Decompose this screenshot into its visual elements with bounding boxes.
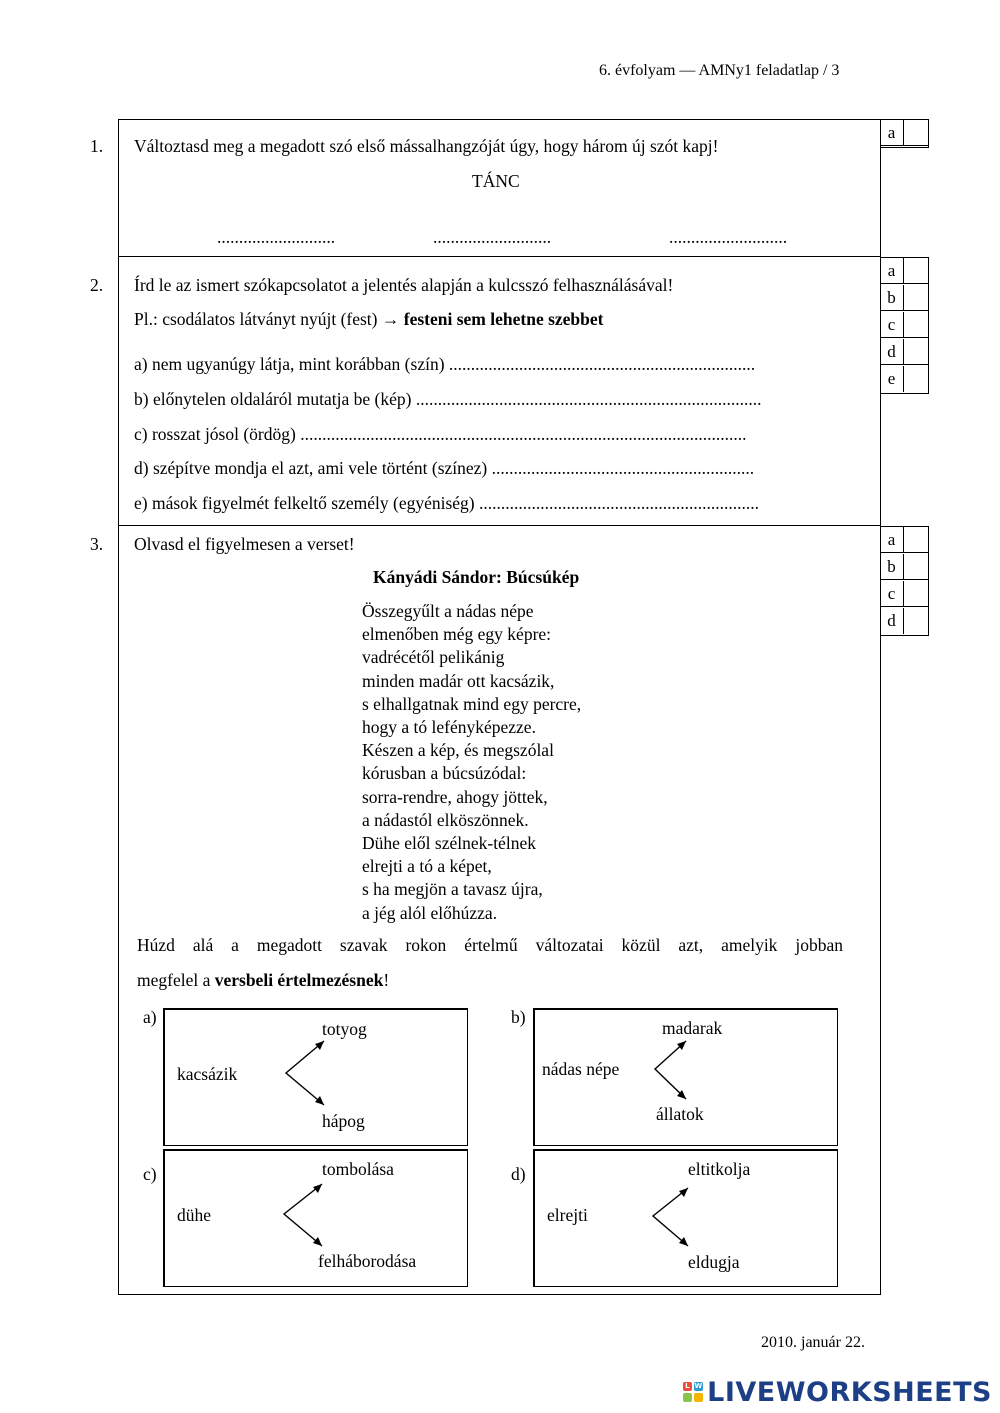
task2-item-c-text: c) rosszat jósol (ördög)	[134, 424, 296, 444]
choice-a-fork-arrows-icon	[282, 1037, 330, 1109]
task3-question-bold: versbeli értelmezésnek	[214, 970, 384, 990]
task3-score-field-a[interactable]	[904, 527, 928, 553]
task2-item-a	[134, 353, 755, 375]
task3-instruction: Olvasd el figyelmesen a verset!	[134, 534, 355, 554]
task2-item-e-text: e) mások figyelmét felkeltő személy (egyéniség)	[134, 493, 475, 513]
choice-a-word: kacsázik	[177, 1064, 238, 1084]
task2-instruction: Írd le az ismert szókapcsolatot a jelentés alapján a kulcsszó felhasználásával!	[134, 275, 674, 295]
choice-c-option-2[interactable]: felháborodása	[318, 1251, 417, 1271]
frame-bottom	[118, 1294, 880, 1295]
logo-mark-cell	[683, 1393, 692, 1402]
task1-blank-2[interactable]: ...........................	[433, 227, 552, 247]
choice-d-fork-arrows-icon	[649, 1184, 693, 1250]
poem-line: Összegyűlt a nádas népe	[362, 601, 534, 621]
page-header: 6. évfolyam — AMNy1 feladatlap / 3	[599, 62, 840, 79]
poem-line: elmenőben még egy képre:	[362, 624, 552, 645]
poem-line: s elhallgatnak mind egy percre,	[362, 693, 582, 714]
task2-score-field-e[interactable]	[904, 366, 928, 392]
task2-item-c-answer-field[interactable]: ......................................................................................................	[300, 424, 747, 444]
poem-line: minden madár ott kacsázik,	[362, 670, 555, 691]
choice-b-option-2[interactable]: állatok	[656, 1104, 704, 1124]
task3-question-suffix: !	[383, 970, 390, 990]
task2-score-label-a: a	[880, 258, 904, 284]
choice-c-fork-arrows-icon	[280, 1180, 328, 1250]
choice-c-label: c)	[143, 1164, 157, 1184]
poem-body	[362, 600, 581, 925]
choice-d-option-1[interactable]: eltitkolja	[688, 1159, 751, 1179]
poem-line: hogy a tó lefényképezze.	[362, 717, 536, 738]
choice-d-option-2[interactable]: eldugja	[688, 1252, 740, 1272]
task2-item-e	[134, 492, 759, 514]
task2-item-c	[134, 423, 746, 445]
task2-score-label-d: d	[880, 339, 904, 365]
poem-line: kórusban a búcsúzódal:	[362, 763, 527, 784]
task3-score-label-a: a	[880, 527, 904, 553]
task2-score-field-d[interactable]	[904, 339, 928, 365]
poem-line: s ha megjön a tavasz újra,	[362, 879, 543, 900]
poem-line: Készen a kép, és megszólal	[362, 740, 554, 761]
liveworksheets-logo	[683, 1375, 992, 1409]
poem-line: a jég alól előhúzza.	[362, 902, 498, 923]
choice-b-label: b)	[511, 1007, 526, 1027]
footer-date: 2010. január 22.	[761, 1334, 865, 1351]
task1-number: 1.	[90, 136, 104, 156]
task2-example-prefix: Pl.: csodálatos látványt nyújt (fest) →	[134, 309, 400, 329]
logo-mark-cell: W	[694, 1382, 703, 1390]
choice-b-box	[533, 1008, 838, 1146]
choice-d-box	[533, 1149, 838, 1287]
choice-d-label: d)	[511, 1164, 526, 1184]
task3-score-field-c[interactable]	[904, 581, 928, 607]
task3-question-prefix: megfelel a	[137, 970, 211, 990]
choice-a-option-1[interactable]: totyog	[322, 1019, 367, 1039]
task3-score-field-b[interactable]	[904, 554, 928, 580]
task2-score-label-e: e	[880, 366, 904, 392]
task1-blank-3[interactable]: ...........................	[669, 227, 788, 247]
choice-a-box	[163, 1008, 468, 1146]
liveworksheets-logo-text: LIVEWORKSHEETS	[707, 1376, 992, 1408]
task2-item-a-answer-field[interactable]: ......................................................................	[448, 354, 756, 374]
task3-score-label-c: c	[880, 581, 904, 607]
choice-c-option-1[interactable]: tombolása	[322, 1159, 394, 1179]
poem-line: a nádastól elköszönnek.	[362, 809, 529, 830]
task3-score-box	[880, 526, 929, 636]
task2-item-b-text: b) előnytelen oldaláról mutatja be (kép)	[134, 389, 412, 409]
task2-score-label-b: b	[880, 285, 904, 311]
task2-item-d	[134, 457, 754, 479]
task1-word: TÁNC	[472, 171, 520, 191]
task1-score-box	[880, 119, 929, 148]
task2-score-label-c: c	[880, 312, 904, 338]
task2-item-b	[134, 388, 761, 410]
task1-blank-1[interactable]: ...........................	[217, 227, 336, 247]
frame-left	[118, 119, 119, 1295]
choice-a-option-2[interactable]: hápog	[322, 1111, 365, 1131]
task2-score-field-b[interactable]	[904, 285, 928, 311]
poem-line: sorra-rendre, ahogy jöttek,	[362, 786, 548, 807]
choice-b-word: nádas népe	[542, 1059, 620, 1079]
task3-question-line2	[137, 969, 389, 991]
task3-score-label-d: d	[880, 608, 904, 634]
choice-a-label: a)	[143, 1007, 157, 1027]
task2-item-a-text: a) nem ugyanúgy látja, mint korábban (szín)	[134, 354, 445, 374]
task2-score-field-a[interactable]	[904, 258, 928, 284]
task3-number: 3.	[90, 534, 104, 554]
frame-divider-1	[118, 256, 880, 257]
task3-score-label-b: b	[880, 554, 904, 580]
task2-number: 2.	[90, 275, 104, 295]
choice-d-word: elrejti	[547, 1205, 588, 1225]
task2-example-answer: festeni sem lehetne szebbet	[403, 309, 604, 329]
task3-question-line1: Húzd alá a megadott szavak rokon értelmű változatai közül azt, amelyik jobban	[137, 935, 843, 955]
choice-c-word: dühe	[177, 1205, 212, 1225]
poem-line: vadrécétől pelikánig	[362, 647, 505, 668]
task2-item-d-answer-field[interactable]: ............................................................	[491, 458, 755, 478]
logo-mark-cell	[694, 1393, 703, 1402]
task2-score-box	[880, 257, 929, 394]
task2-score-field-c[interactable]	[904, 312, 928, 338]
task3-score-field-d[interactable]	[904, 608, 928, 634]
liveworksheets-logo-mark-icon	[683, 1382, 703, 1402]
task1-score-field-a[interactable]	[904, 120, 928, 146]
frame-top	[118, 119, 880, 120]
logo-mark-cell: L	[683, 1382, 692, 1391]
task2-item-b-answer-field[interactable]: ...............................................................................	[415, 389, 762, 409]
task2-example	[134, 308, 604, 330]
poem-line: elrejti a tó a képet,	[362, 856, 492, 877]
task2-item-d-text: d) szépítve mondja el azt, ami vele történt (színez)	[134, 458, 488, 478]
choice-c-box	[163, 1149, 468, 1287]
choice-b-option-1[interactable]: madarak	[662, 1018, 723, 1038]
frame-divider-2	[118, 525, 880, 526]
task1-instruction: Változtasd meg a megadott szó első mássalhangzóját úgy, hogy három új szót kapj!	[134, 136, 719, 156]
choice-b-fork-arrows-icon	[651, 1037, 691, 1103]
poem-title: Kányádi Sándor: Búcsúkép	[373, 567, 580, 587]
task2-item-e-answer-field[interactable]: ................................................................	[479, 493, 760, 513]
task1-score-label-a: a	[880, 120, 904, 146]
poem-line: Dühe elől szélnek-télnek	[362, 833, 536, 854]
